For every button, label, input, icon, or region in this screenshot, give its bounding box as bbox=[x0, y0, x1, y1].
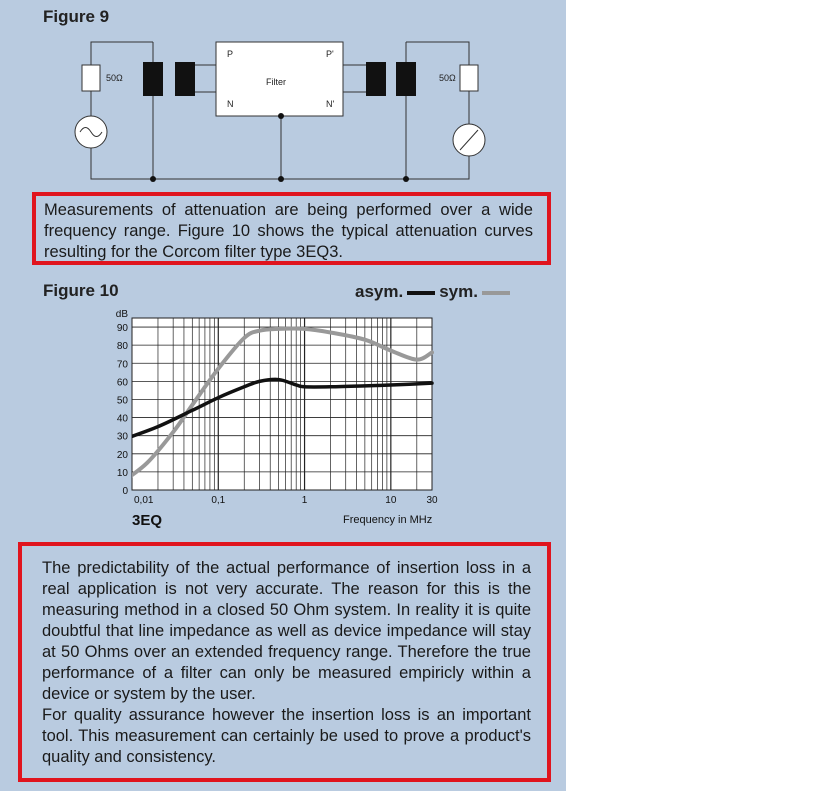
wire-left-top bbox=[91, 42, 153, 65]
port-n-prime-label: N' bbox=[326, 99, 335, 109]
coupling-core-right-outer bbox=[396, 62, 416, 96]
attenuation-chart bbox=[100, 310, 450, 510]
y-tick-label: 0 bbox=[122, 486, 128, 497]
wire-right-bottom bbox=[406, 156, 469, 179]
y-tick-label: 90 bbox=[116, 323, 128, 335]
coupling-core-right-inner bbox=[366, 62, 386, 96]
coupling-core-left-outer bbox=[143, 62, 163, 96]
port-p-prime-label: P' bbox=[326, 49, 334, 59]
chart-x-axis-label: Frequency in MHz bbox=[343, 514, 433, 526]
resistor-right-label: 50Ω bbox=[439, 73, 456, 83]
chart-legend bbox=[355, 282, 514, 302]
port-n-label: N bbox=[227, 99, 234, 109]
junction-dot bbox=[150, 176, 156, 182]
insertion-loss-text-box bbox=[18, 542, 551, 782]
coupling-core-left-inner bbox=[175, 62, 195, 96]
y-tick-label: 50 bbox=[116, 395, 128, 407]
chart-caption: 3EQ bbox=[132, 512, 163, 529]
y-tick-label: 60 bbox=[116, 377, 128, 389]
figure10-title: Figure 10 bbox=[43, 281, 119, 300]
y-tick-label: 30 bbox=[116, 431, 128, 443]
legend-asym-label: asym. bbox=[355, 282, 404, 301]
y-tick-label: 10 bbox=[116, 467, 128, 479]
filter-label: Filter bbox=[266, 77, 286, 87]
x-tick-label: 0,1 bbox=[211, 495, 226, 506]
figure9-title: Figure 9 bbox=[43, 7, 110, 26]
x-tick-label: 0,01 bbox=[134, 495, 154, 506]
port-p-label: P bbox=[227, 49, 234, 59]
x-tick-label: 10 bbox=[385, 495, 397, 506]
resistor-right bbox=[460, 65, 478, 91]
legend-asym-swatch bbox=[407, 291, 435, 295]
x-tick-label: 1 bbox=[301, 495, 308, 506]
attenuation-text-box bbox=[32, 192, 551, 265]
junction-dot bbox=[278, 176, 284, 182]
paragraph-attenuation: Measurements of attenuation are being performed over a wide frequency range. Figure 10 shows the typical attenuation curves resulting for the Corcom filter type 3EQ3. bbox=[44, 201, 533, 261]
y-tick-label: 70 bbox=[116, 359, 128, 371]
y-tick-label: 40 bbox=[116, 413, 128, 425]
paragraph-predictability: The predictability of the actual performance of insertion loss in a real application is not very accurate. The reason for this is the measuring method in a closed 50 Ohm system. In reality it is quite doubtful that line impedance as well as device impedance will stay at 50 Ohms over an extended frequency range. Therefore the true performance of a filter can only be measured empiricly within a device or system by the user. bbox=[42, 559, 531, 703]
legend-sym-label: sym. bbox=[439, 282, 478, 301]
paragraph-quality-assurance: For quality assurance however the insertion loss is an important tool. This measurement can certainly be used to prove a product's quality and consistency. bbox=[42, 706, 531, 766]
junction-dot bbox=[403, 176, 409, 182]
y-tick-label: 80 bbox=[116, 341, 128, 353]
figure9-circuit-diagram bbox=[0, 30, 566, 190]
wire-right-top bbox=[406, 42, 469, 65]
junction-dot bbox=[278, 113, 284, 119]
y-unit-label: dB bbox=[115, 310, 128, 320]
x-tick-label: 30 bbox=[426, 495, 438, 506]
y-tick-label: 20 bbox=[116, 449, 128, 461]
wire-left-bottom bbox=[91, 148, 153, 179]
resistor-left-label: 50Ω bbox=[106, 73, 123, 83]
legend-sym-swatch bbox=[482, 291, 510, 295]
resistor-left bbox=[82, 65, 100, 91]
